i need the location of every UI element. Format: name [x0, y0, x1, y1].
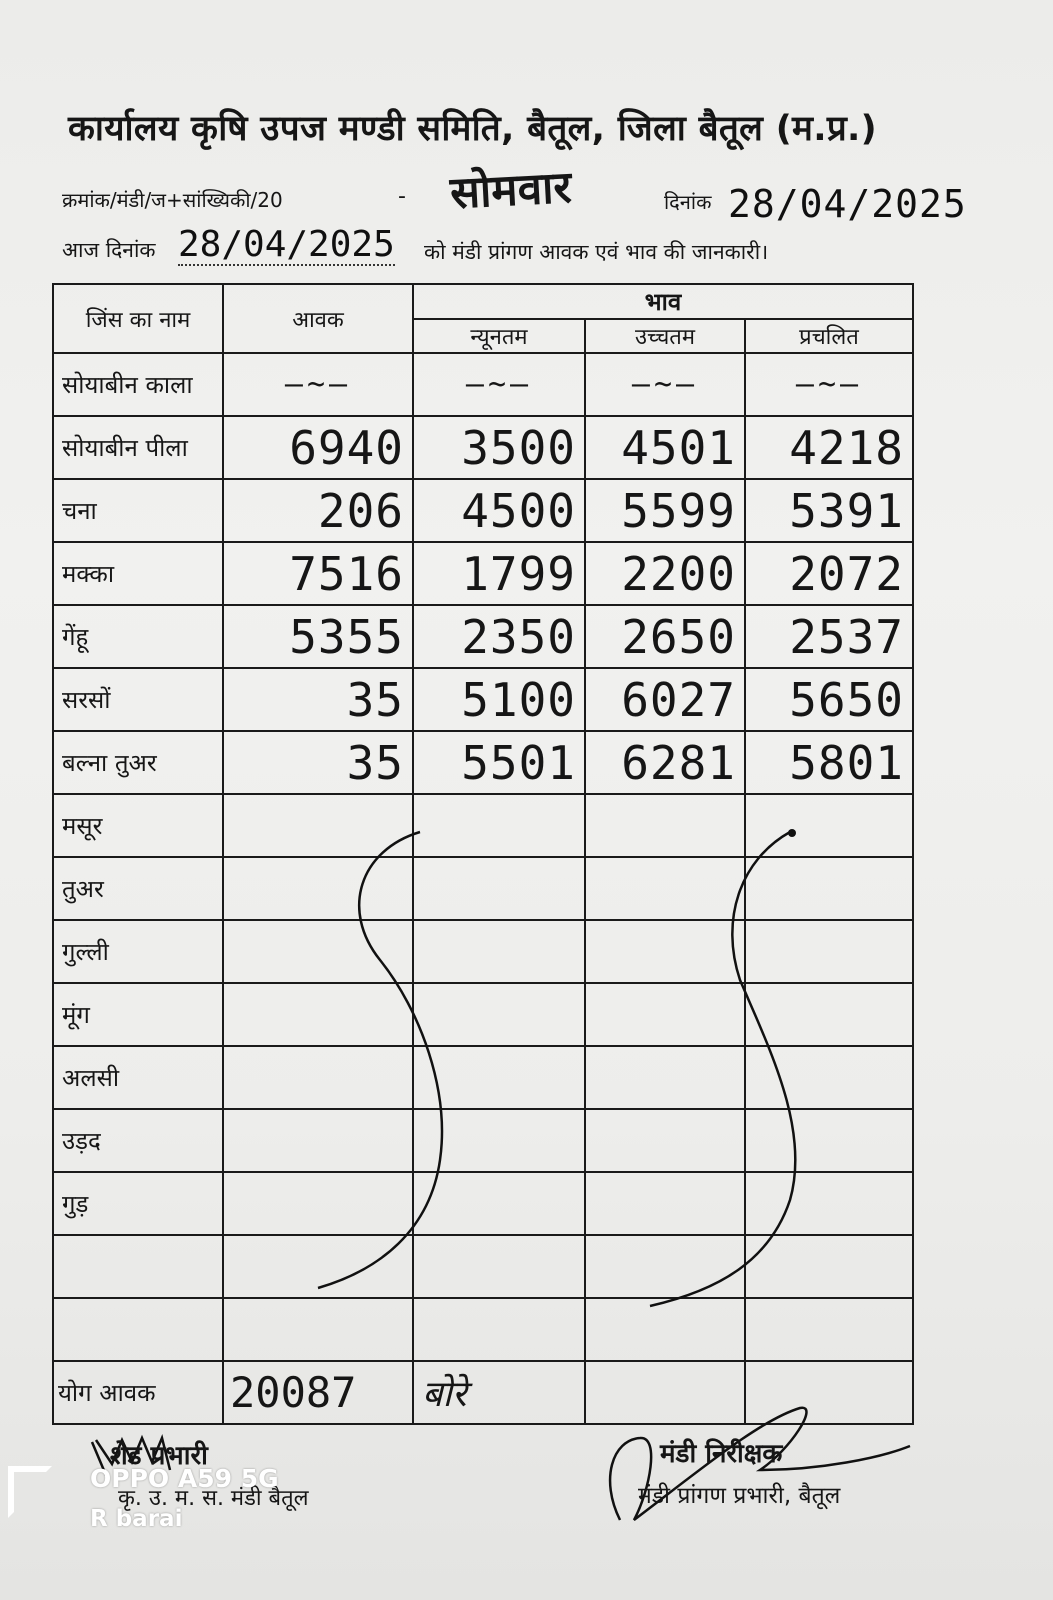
- commodity-name: चना: [53, 479, 223, 542]
- total-arrival-value: 20087: [223, 1361, 413, 1424]
- commodity-name: बल्ना तुअर: [53, 731, 223, 794]
- modal-price: 5391: [745, 479, 913, 542]
- commodity-name: गुल्ली: [53, 920, 223, 983]
- header-max-price: उच्चतम: [585, 319, 745, 353]
- max-price: 6027: [585, 668, 745, 731]
- arrival-value: 7516: [223, 542, 413, 605]
- right-signatory-title: मंडी निरीक्षक: [660, 1439, 783, 1469]
- header-modal-price: प्रचलित: [745, 319, 913, 353]
- commodity-name: मक्का: [53, 542, 223, 605]
- strike-line-right: [650, 832, 795, 1306]
- modal-price: 5650: [745, 668, 913, 731]
- watermark-owner: R barai: [90, 1506, 183, 1532]
- min-price: 1799: [413, 542, 585, 605]
- report-description: को मंडी प्रांगण आवक एवं भाव की जानकारी।: [424, 240, 769, 264]
- watermark-device: OPPO A59 5G: [90, 1464, 279, 1493]
- header-min-price: न्यूनतम: [413, 319, 585, 353]
- min-price: 5100: [413, 668, 585, 731]
- arrival-value: 35: [223, 731, 413, 794]
- arrival-value: —~—: [223, 353, 413, 416]
- strike-line-left: [318, 832, 442, 1288]
- modal-price: 2072: [745, 542, 913, 605]
- modal-price: 5801: [745, 731, 913, 794]
- commodity-name: उड़द: [53, 1109, 223, 1172]
- modal-price: 2537: [745, 605, 913, 668]
- total-unit-note: बोरे: [413, 1361, 585, 1424]
- max-price: —~—: [585, 353, 745, 416]
- commodity-name: तुअर: [53, 857, 223, 920]
- arrival-value: 6940: [223, 416, 413, 479]
- min-price: —~—: [413, 353, 585, 416]
- commodity-name: सरसों: [53, 668, 223, 731]
- commodity-name: अलसी: [53, 1046, 223, 1109]
- max-price: 2200: [585, 542, 745, 605]
- modal-price: 4218: [745, 416, 913, 479]
- weekday-handwritten: सोमवार: [448, 161, 573, 220]
- camera-logo-icon: [8, 1466, 52, 1518]
- min-price: 4500: [413, 479, 585, 542]
- today-label: आज दिनांक: [62, 238, 156, 262]
- header-price-group: भाव: [413, 284, 913, 319]
- left-signatory-title: शेड प्रभारी: [110, 1441, 208, 1471]
- commodity-name: गुड़: [53, 1172, 223, 1235]
- arrival-value: 35: [223, 668, 413, 731]
- commodity-name: सोयाबीन पीला: [53, 416, 223, 479]
- strike-dot: [788, 829, 796, 837]
- max-price: 2650: [585, 605, 745, 668]
- arrival-value: 5355: [223, 605, 413, 668]
- min-price: 3500: [413, 416, 585, 479]
- date-handwritten: 28/04/2025: [728, 182, 967, 226]
- modal-price: —~—: [745, 353, 913, 416]
- max-price: 6281: [585, 731, 745, 794]
- min-price: 2350: [413, 605, 585, 668]
- arrival-value: 206: [223, 479, 413, 542]
- reference-number: क्रमांक/मंडी/ज+सांख्यिकी/20: [62, 188, 283, 212]
- reference-dash: -: [398, 184, 406, 209]
- commodity-name: गेंहू: [53, 605, 223, 668]
- max-price: 4501: [585, 416, 745, 479]
- right-signatory-subtitle: मंडी प्रांगण प्रभारी, बैतूल: [638, 1483, 841, 1509]
- min-price: 5501: [413, 731, 585, 794]
- commodity-name: मसूर: [53, 794, 223, 857]
- office-title: कार्यालय कृषि उपज मण्डी समिति, बैतूल, जिला बैतूल (म.प्र.): [68, 109, 877, 149]
- left-signatory-subtitle: कृ. उ. म. स. मंडी बैतूल: [118, 1486, 309, 1511]
- today-date-handwritten: 28/04/2025: [178, 224, 395, 265]
- date-label: दिनांक: [664, 190, 712, 214]
- commodity-name: सोयाबीन काला: [53, 353, 223, 416]
- max-price: 5599: [585, 479, 745, 542]
- commodity-name: मूंग: [53, 983, 223, 1046]
- header-commodity: जिंस का नाम: [53, 284, 223, 353]
- total-label: योग आवक: [53, 1361, 223, 1424]
- header-arrival: आवक: [223, 284, 413, 353]
